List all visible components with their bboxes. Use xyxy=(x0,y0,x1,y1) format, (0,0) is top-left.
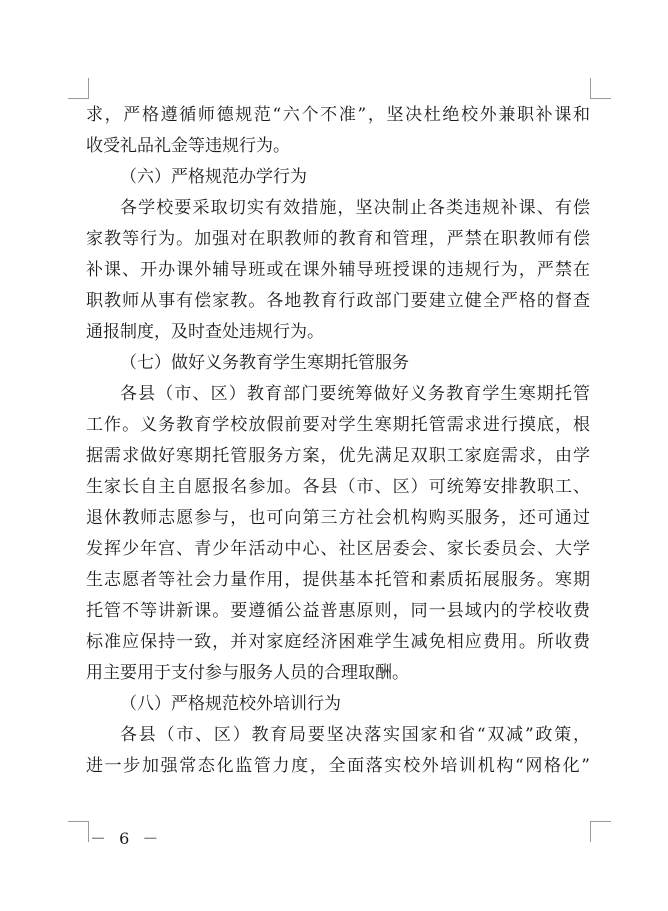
text-line: 各县（市、区）教育局要坚决落实国家和省“双减”政策， xyxy=(120,725,590,745)
page-number: － 6 － xyxy=(90,829,163,848)
text-line: 生家长自主自愿报名参加。各县（市、区）可统筹安排教职工、 xyxy=(86,477,590,497)
crop-mark-bottom-right xyxy=(590,821,611,842)
text-line: 职教师从事有偿家教。各地教育行政部门要建立健全严格的督查 xyxy=(86,291,590,311)
text-line: 标准应保持一致，并对家庭经济困难学生减免相应费用。所收费 xyxy=(86,632,590,652)
text-line: 收受礼品礼金等违规行为。 xyxy=(86,136,290,156)
crop-mark-bottom-left xyxy=(68,821,89,842)
text-line: 用主要用于支付参与服务人员的合理取酬。 xyxy=(86,663,409,683)
section-heading: （六）严格规范办学行为 xyxy=(120,167,307,187)
section-heading: （七）做好义务教育学生寒期托管服务 xyxy=(120,353,409,373)
crop-mark-top-right xyxy=(590,78,611,99)
text-line: 发挥少年宫、青少年活动中心、社区居委会、家长委员会、大学 xyxy=(86,539,590,559)
text-line: 家教等行为。加强对在职教师的教育和管理，严禁在职教师有偿 xyxy=(86,229,590,249)
crop-mark-top-left xyxy=(68,78,89,99)
text-line: 各学校要采取切实有效措施，坚决制止各类违规补课、有偿 xyxy=(120,198,590,218)
section-heading: （八）严格规范校外培训行为 xyxy=(120,694,341,714)
text-line: 通报制度，及时查处违规行为。 xyxy=(86,322,324,342)
text-line: 补课、开办课外辅导班或在课外辅导班授课的违规行为，严禁在 xyxy=(86,260,590,280)
text-line: 进一步加强常态化监管力度，全面落实校外培训机构“网格化” xyxy=(86,756,590,776)
text-line: 工作。义务教育学校放假前要对学生寒期托管需求进行摸底，根 xyxy=(86,415,590,435)
text-line: 生志愿者等社会力量作用，提供基本托管和素质拓展服务。寒期 xyxy=(86,570,590,590)
text-line: 各县（市、区）教育部门要统筹做好义务教育学生寒期托管 xyxy=(120,384,590,404)
text-line: 据需求做好寒期托管服务方案，优先满足双职工家庭需求，由学 xyxy=(86,446,590,466)
document-body xyxy=(86,100,590,782)
text-line: 求，严格遵循师德规范“六个不准”，坚决杜绝校外兼职补课和 xyxy=(86,105,590,125)
text-line: 托管不等讲新课。要遵循公益普惠原则，同一县域内的学校收费 xyxy=(86,601,590,621)
text-line: 退休教师志愿参与，也可向第三方社会机构购买服务，还可通过 xyxy=(86,508,590,528)
